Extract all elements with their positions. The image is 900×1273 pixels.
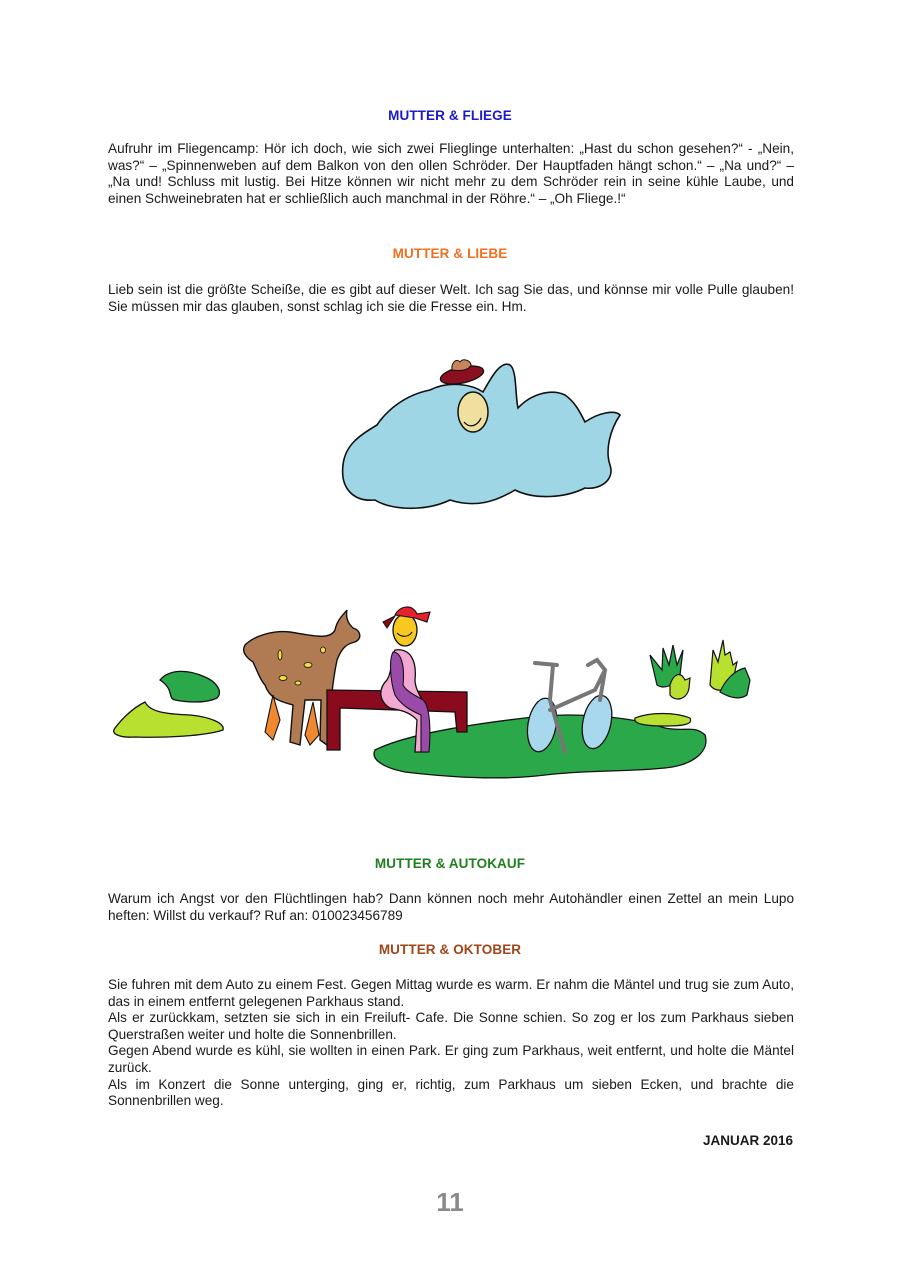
paragraph-text: Aufruhr im Fliegencamp: Hör ich doch, wie sich zwei Flieglinge unterhalten: „Hast du schon gesehen?“ - „Nein, was?“ – „Spinnenweben auf dem Balkon von den ollen Schröder. Der Hauptfaden hängt schon.“ – „Na und?“ – „Na und! Schluss mit lustig. Bei Hitze können wir nicht mehr zu dem Schröder rein in seine kühle Laube, und einen Schweinebraten hat er schließlich auch manchmal in der Röhre.“ – „Oh Fliege.!“ — [108, 141, 794, 206]
heading-mutter-autokauf: MUTTER & AUTOKAUF — [374, 856, 526, 871]
hat — [439, 360, 485, 388]
paragraph-line: Als er zurückkam, setzten sie sich in ein Freiluft- Cafe. Die Sonne schien. So zog er los zum Parkhaus sieben Querstraßen weiter und holte die Sonnenbrillen. — [108, 1010, 794, 1042]
cloud — [343, 364, 620, 508]
illustration — [105, 340, 795, 790]
plants-right — [635, 640, 750, 726]
girl — [381, 607, 430, 752]
page-number: 11 — [436, 1187, 464, 1217]
paragraph-mutter-fliege — [108, 141, 794, 207]
moon-face — [458, 392, 488, 432]
paragraph-line: Als im Konzert die Sonne unterging, ging er, richtig, zum Parkhaus um sieben Ecken, und brachte die Sonnenbrillen weg. — [108, 1076, 794, 1109]
heading-mutter-oktober: MUTTER & OKTOBER — [378, 942, 522, 957]
heading-mutter-liebe: MUTTER & LIEBE — [392, 246, 508, 261]
paragraph-mutter-autokauf — [108, 891, 794, 924]
paragraph-line: Gegen Abend wurde es kühl, sie wollten in einen Park. Er ging zum Parkhaus, weit entfernt, und holte die Mäntel zurück. — [108, 1043, 794, 1075]
paragraph-text: Warum ich Angst vor den Flüchtlingen hab? Dann können noch mehr Autohändler einen Zettel an mein Lupo heften: Willst du verkauf? Ruf an: 010023456789 — [108, 891, 794, 923]
paragraph-text: Lieb sein ist die größte Scheiße, die es gibt auf dieser Welt. Ich sag Sie das, und könnse mir volle Pulle glauben! Sie müssen mir das glauben, sonst schlag ich sie die Fresse ein. Hm. — [108, 282, 794, 314]
bush-left — [114, 671, 223, 737]
paragraph-line: Sie fuhren mit dem Auto zu einem Fest. Gegen Mittag wurde es warm. Er nahm die Mäntel und trug sie zum Auto, das in einem entfernt gelegenen Parkhaus stand. — [108, 977, 794, 1009]
paragraph-mutter-liebe — [108, 282, 794, 315]
paragraph-mutter-oktober — [108, 977, 794, 1110]
issue-date: JANUAR 2016 — [702, 1133, 793, 1148]
deer — [244, 610, 360, 745]
heading-mutter-fliege: MUTTER & FLIEGE — [388, 108, 512, 123]
